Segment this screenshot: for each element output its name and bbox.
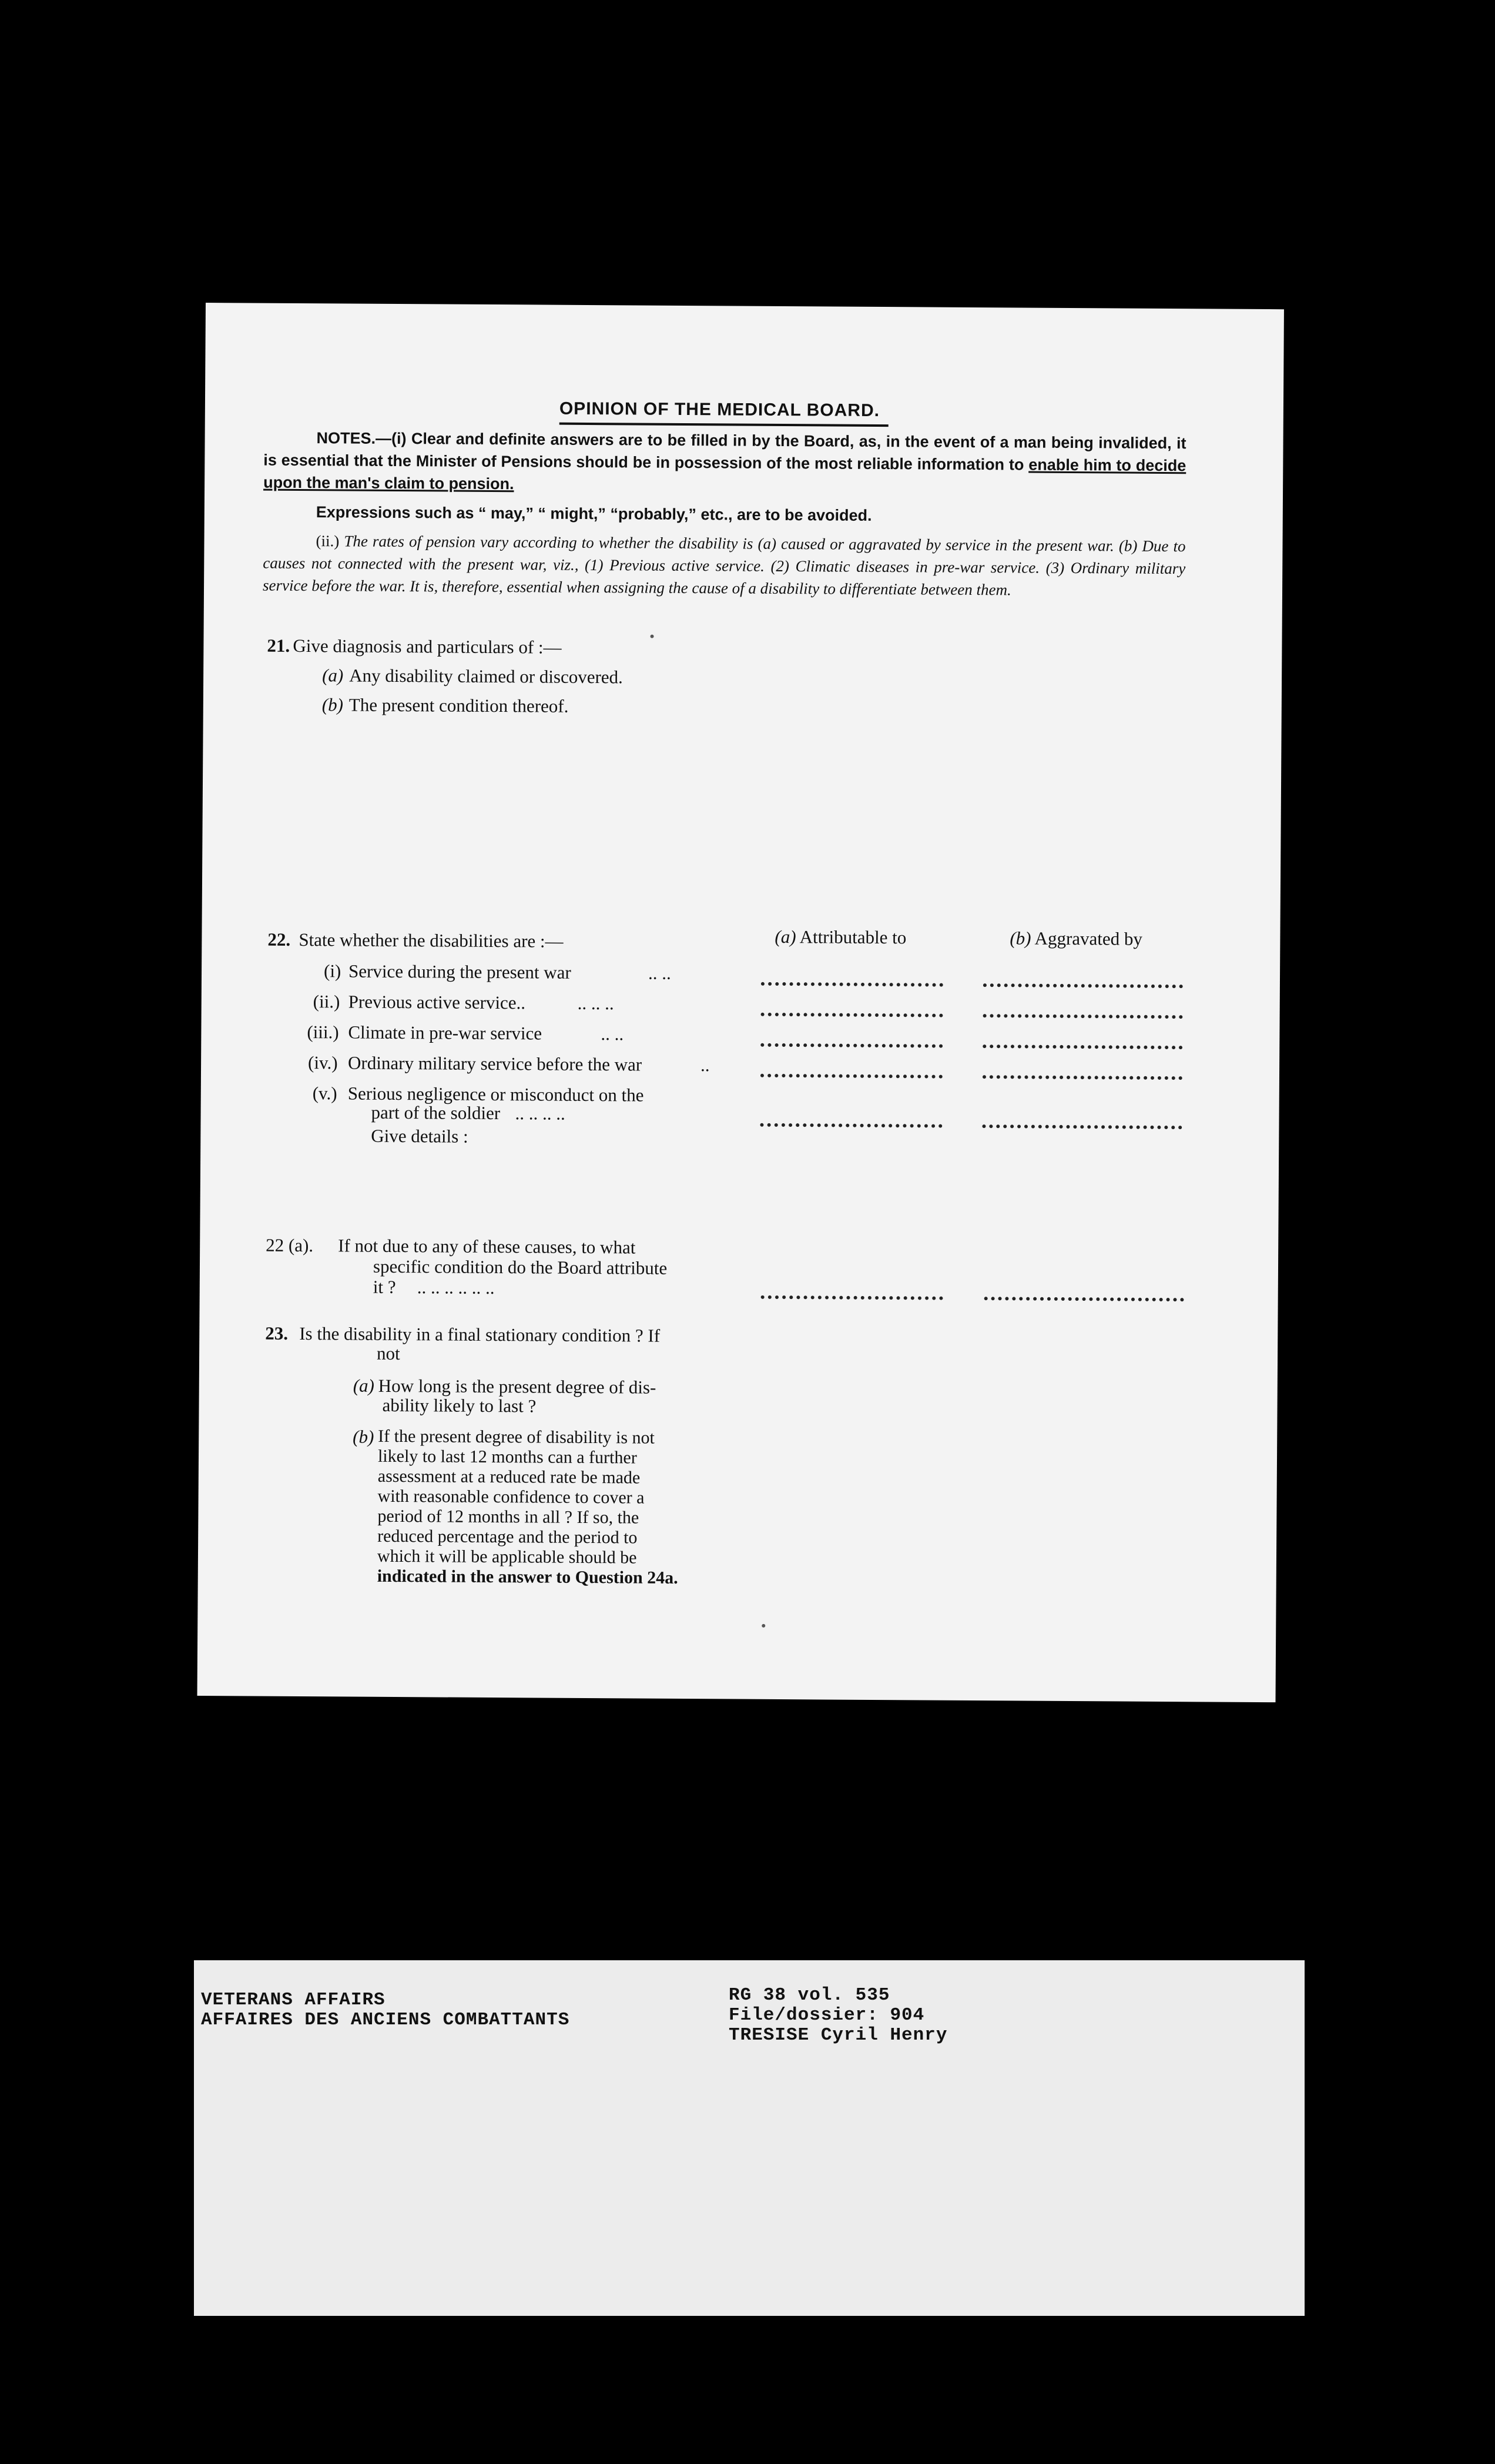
q23-b-line: with reasonable confidence to cover a <box>377 1486 645 1508</box>
q22a-number: 22 (a). <box>266 1234 314 1256</box>
q22a-line2: specific condition do the Board attribute <box>373 1256 668 1278</box>
q22-answer-line-a[interactable] <box>761 1013 943 1017</box>
q22-col-a-header <box>775 926 906 948</box>
q22-item-leader: .. .. <box>648 962 671 983</box>
q22-answer-line-b[interactable] <box>983 1014 1183 1019</box>
archive-record-group: RG 38 vol. 535 <box>729 1985 890 2006</box>
q22-col-b-header <box>1010 928 1142 949</box>
q22-v-leader: .. .. .. .. <box>515 1103 565 1124</box>
q23-b-line: If the present degree of disability is not <box>378 1426 655 1448</box>
medical-board-form-page <box>197 303 1284 1702</box>
q22a-line3: it ? <box>373 1276 396 1298</box>
q22a-answer-line-b[interactable] <box>984 1297 1184 1301</box>
q23-b-line: reduced percentage and the period to <box>377 1526 638 1548</box>
q22-item-text: Previous active service.. <box>348 991 526 1013</box>
q22-item-leader: .. .. <box>601 1023 624 1044</box>
q22-answer-line-b[interactable] <box>983 983 1183 988</box>
q22-item-label: (iv.) <box>308 1052 338 1073</box>
q22-answer-line-b[interactable] <box>982 1124 1182 1129</box>
note-ii-text: The rates of pension vary according to whether the disability is (a) caused or aggravated by service in the present war. (b) Due to causes not connected with the present war, viz., (1) Previous active service. (2) Climatic diseases in pre-war service. (3) Ordinary military service before the war. It is, therefore, essential when assigning the cause of a disability to differentiate between them. <box>262 532 1186 599</box>
q22-answer-line-a[interactable] <box>760 1123 942 1128</box>
archive-dept-en: VETERANS AFFAIRS <box>201 1990 386 2010</box>
title-underline <box>559 423 889 427</box>
notes-paragraph <box>263 427 1186 500</box>
q21-a-label: (a) <box>322 665 344 686</box>
q22-answer-line-b[interactable] <box>983 1075 1182 1080</box>
q22-item-label: (v.) <box>312 1083 337 1104</box>
q23-b-line: indicated in the answer to Question 24a. <box>377 1566 678 1588</box>
q22-answer-line-a[interactable] <box>760 1074 943 1079</box>
archive-file-number: File/dossier: 904 <box>729 2005 925 2026</box>
expressions-note: Expressions such as “ may,” “ might,” “probably,” etc., are to be avoided. <box>316 503 872 524</box>
q21-b-label: (b) <box>321 694 344 715</box>
notes-text: NOTES.—(i) Clear and definite answers are to be filled in by the Board, as, in the event of a man being invalided, it is essential that the Minister of Pensions should be in possession of the most reliable information to <box>263 429 1186 474</box>
q21-text: Give diagnosis and particulars of :— <box>293 635 562 658</box>
q22-item-label: (i) <box>323 960 341 982</box>
q22-item-label: (iii.) <box>307 1022 339 1043</box>
q21-a-text: Any disability claimed or discovered. <box>349 665 623 688</box>
archive-dept-fr: AFFAIRES DES ANCIENS COMBATTANTS <box>201 2010 570 2030</box>
q22-col-b-label: (b) <box>1010 928 1031 949</box>
q23-b-label: (b) <box>353 1426 374 1447</box>
q23-text: Is the disability in a final stationary condition ? If <box>299 1323 661 1346</box>
q22-col-a-text: Attributable to <box>799 926 907 948</box>
speck-mark <box>762 1624 765 1628</box>
q22-give-details: Give details : <box>371 1125 468 1147</box>
q22-item-label: (ii.) <box>313 991 340 1012</box>
speck-mark <box>651 635 654 638</box>
q23-number: 23. <box>265 1323 289 1344</box>
q22a-line1: If not due to any of these causes, to what <box>338 1235 636 1258</box>
q23-b-line: which it will be applicable should be <box>377 1546 637 1568</box>
q23-a-line2: ability likely to last ? <box>382 1394 537 1417</box>
q23-b-block <box>377 1427 679 1588</box>
q22a-leader: .. .. .. .. .. .. <box>417 1277 495 1298</box>
q23-a-label: (a) <box>353 1375 375 1396</box>
notes-underlined-text: enable him to decide upon the man's claim to pension. <box>263 456 1186 493</box>
q22-item-leader: .. <box>700 1054 710 1076</box>
q22-col-a-label: (a) <box>775 926 796 948</box>
q21-b-text: The present condition thereof. <box>348 694 569 717</box>
q22-answer-line-a[interactable] <box>761 982 943 987</box>
q23-b-line: period of 12 months in all ? If so, the <box>377 1506 639 1528</box>
form-title: OPINION OF THE MEDICAL BOARD. <box>559 399 880 421</box>
note-ii <box>263 530 1186 602</box>
archive-label <box>194 1960 1305 2316</box>
q21-number: 21. <box>267 635 290 656</box>
q22a-answer-line-a[interactable] <box>761 1295 943 1300</box>
q23-b-line: assessment at a reduced rate be made <box>377 1466 641 1488</box>
q22-col-b-text: Aggravated by <box>1034 928 1143 949</box>
q23-b-line: likely to last 12 months can a further <box>377 1446 637 1468</box>
archive-person-name: TRESISE Cyril Henry <box>729 2025 948 2045</box>
q22-answer-line-a[interactable] <box>760 1043 943 1048</box>
q22-item-text: Climate in pre-war service <box>348 1022 542 1044</box>
q23-a-line1: How long is the present degree of dis- <box>378 1375 656 1398</box>
note-ii-label: (ii.) <box>316 532 340 550</box>
q22-v-cont: part of the soldier <box>371 1102 501 1124</box>
q22-item-leader: .. .. .. <box>577 992 614 1014</box>
q23-text-cont: not <box>376 1343 400 1364</box>
q22-item-text: Service during the present war <box>348 960 571 983</box>
q22-answer-line-b[interactable] <box>983 1044 1182 1049</box>
q22-item-text: Ordinary military service before the war <box>347 1052 642 1075</box>
q22-number: 22. <box>267 929 291 950</box>
q22-text: State whether the disabilities are :— <box>299 929 564 952</box>
q22-item-text: Serious negligence or misconduct on the <box>347 1083 644 1106</box>
